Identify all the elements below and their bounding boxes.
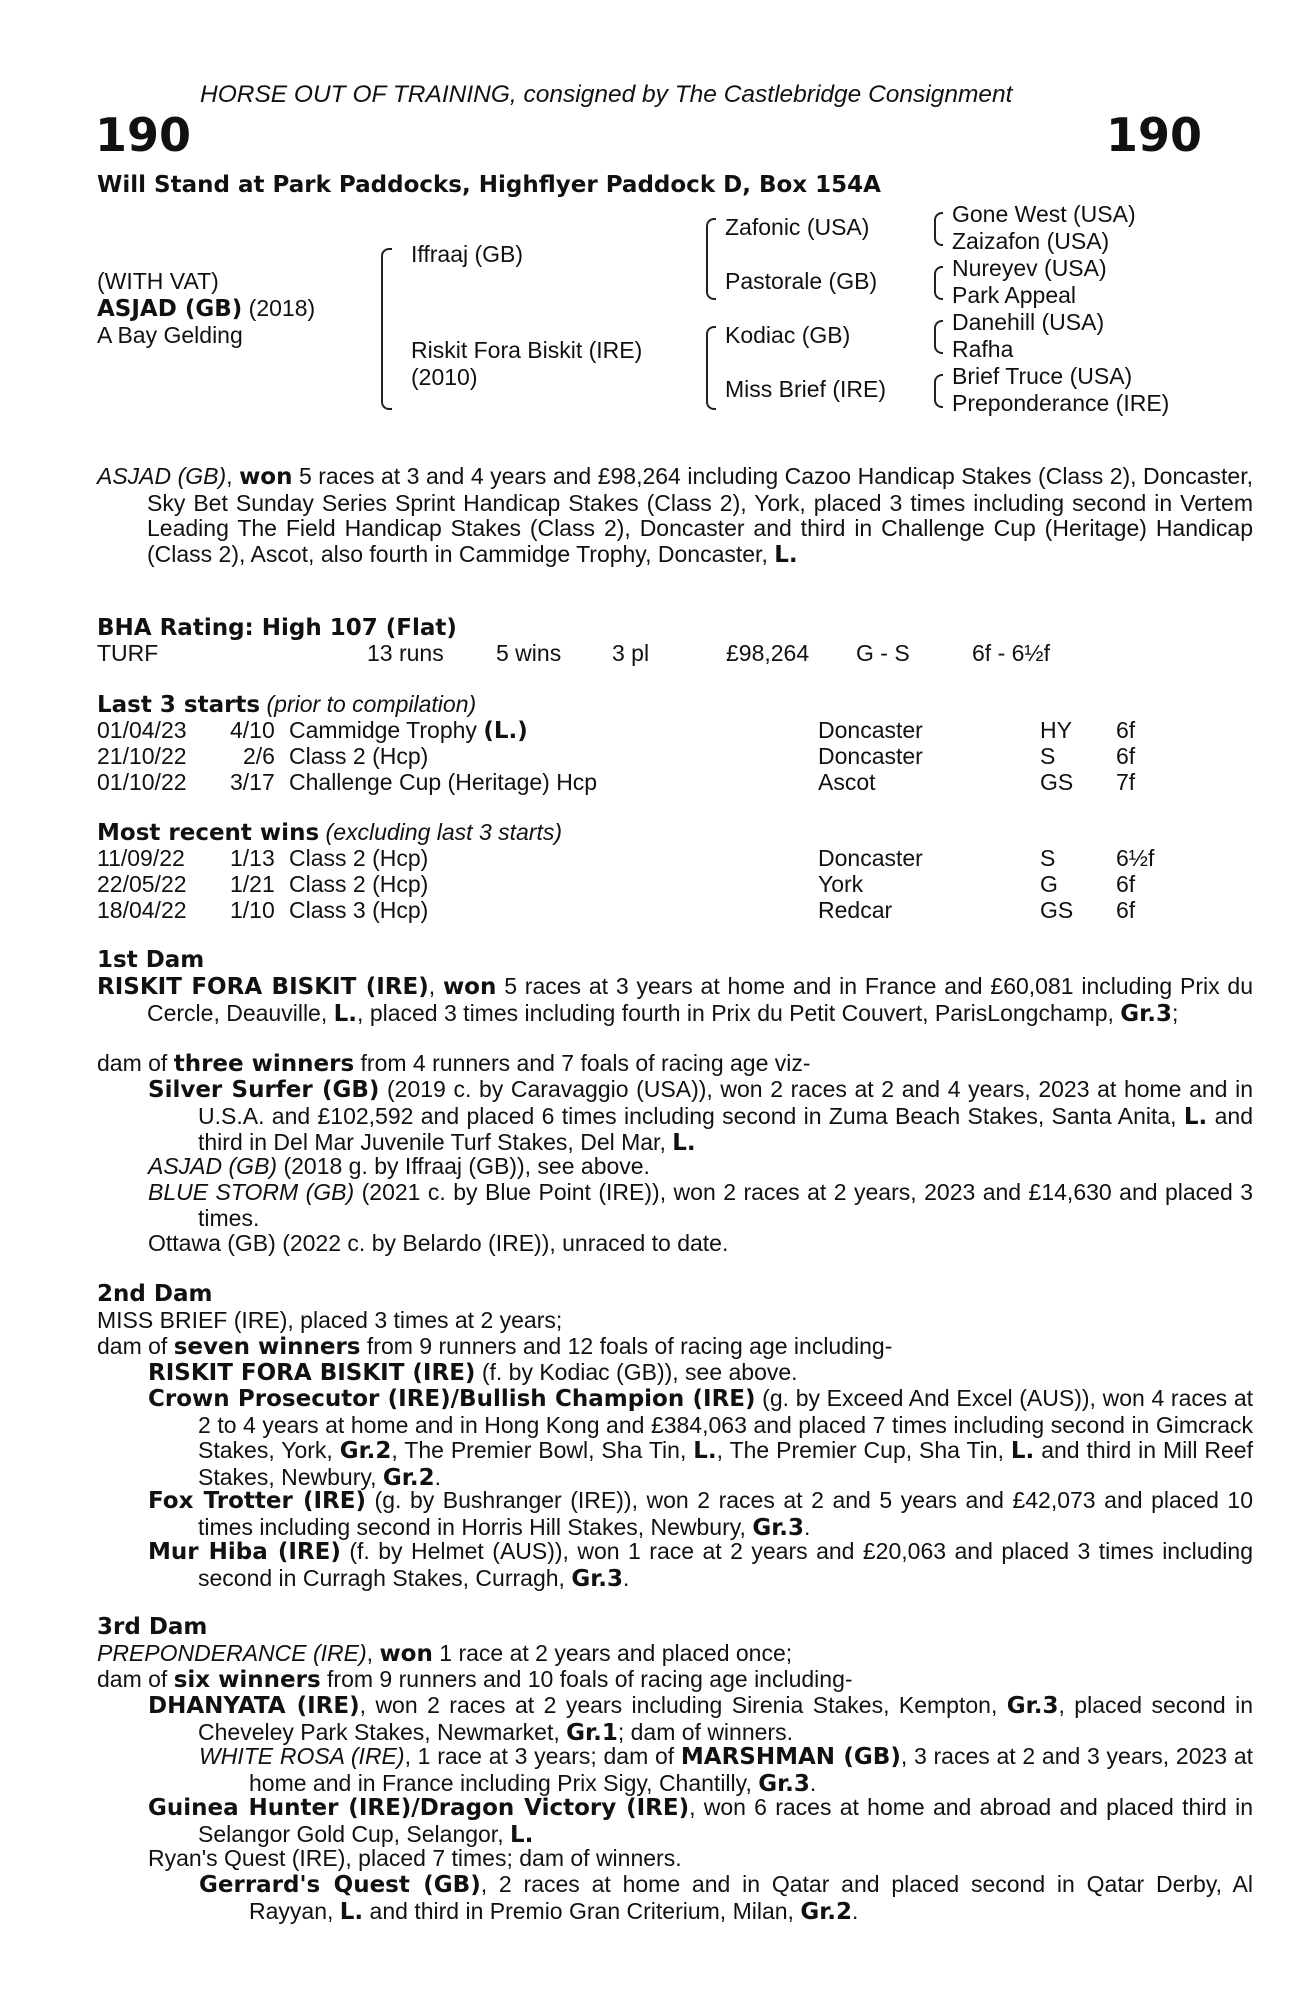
recent-win-date: 22/05/22 bbox=[97, 871, 187, 897]
produce-entry: Silver Surfer (GB) (2019 c. by Caravaggio (USA)), won 2 races at 2 and 4 years, 2023 at home and in U.S.A. and £102,592 and placed 6 times including second in Zuma Beach Stakes, Santa Anita, L. and third in Del Mar Juvenile Turf Stakes, Del Mar, L. bbox=[148, 1076, 1254, 1157]
pedigree-sire-sire: Zafonic (USA) bbox=[725, 214, 870, 240]
last-start-race: Class 2 (Hcp) bbox=[289, 743, 429, 769]
pedigree-ddd: Preponderance (IRE) bbox=[952, 390, 1170, 416]
last-start-date: 01/04/23 bbox=[97, 717, 187, 743]
recent-win-pos: 1/10 bbox=[230, 897, 275, 923]
horse-description: A Bay Gelding bbox=[97, 322, 243, 348]
pedigree-brace-sire bbox=[706, 218, 716, 300]
produce-entry: Mur Hiba (IRE) (f. by Helmet (AUS)), won 1 race at 2 years and £20,063 and placed 3 times including second in Curragh Stakes, Curragh, Gr.3. bbox=[148, 1538, 1253, 1592]
produce-entry: WHITE ROSA (IRE), 1 race at 3 years; dam of MARSHMAN (GB), 3 races at 2 and 3 years, 2023 at home and in France including Prix Sigy, Chantilly, Gr.3. bbox=[199, 1743, 1253, 1797]
recent-win-course: York bbox=[818, 871, 864, 897]
recent-win-race: Class 3 (Hcp) bbox=[289, 897, 429, 923]
produce-entry: ASJAD (GB) (2018 g. by Iffraaj (GB)), see above. bbox=[148, 1153, 650, 1179]
recent-win-dist: 6f bbox=[1116, 871, 1136, 897]
second-dam-produce: dam of seven winners from 9 runners and 12 foals of racing age including- bbox=[97, 1333, 893, 1360]
recent-win-race: Class 2 (Hcp) bbox=[289, 871, 429, 897]
recent-win-dist: 6½f bbox=[1116, 845, 1155, 871]
last-start-dist: 7f bbox=[1116, 769, 1136, 795]
first-dam-heading: 1st Dam bbox=[97, 947, 205, 973]
second-dam-heading: 2nd Dam bbox=[97, 1281, 213, 1307]
last-start-dist: 6f bbox=[1116, 743, 1136, 769]
stand-location: Will Stand at Park Paddocks, Highflyer Paddock D, Box 154A bbox=[97, 172, 881, 198]
vat-note: (WITH VAT) bbox=[97, 268, 219, 294]
last-start-going: S bbox=[1040, 743, 1056, 769]
produce-entry: Crown Prosecutor (IRE)/Bullish Champion (IRE) (g. by Exceed And Excel (AUS)), won 4 races at 2 to 4 years at home and in Hong Kong and £384,063 and placed 7 times including second in Gimcrack Stakes, York, Gr.2, The Premier Bowl, Sha Tin, L., The Premier Cup, Sha Tin, L. and third in Mill Reef Stakes, Newbury, Gr.2. bbox=[148, 1385, 1253, 1491]
first-dam-produce: dam of three winners from 4 runners and 7 foals of racing age viz- bbox=[97, 1050, 811, 1077]
pedigree-sire: Iffraaj (GB) bbox=[411, 241, 524, 267]
horse-name-line bbox=[97, 296, 315, 323]
pedigree-dds: Brief Truce (USA) bbox=[952, 363, 1133, 389]
lot-number-right: 190 bbox=[1105, 108, 1202, 162]
produce-entry: RISKIT FORA BISKIT (IRE) (f. by Kodiac (GB)), see above. bbox=[148, 1359, 798, 1386]
second-dam-record: MISS BRIEF (IRE), placed 3 times at 2 years; bbox=[97, 1307, 563, 1333]
last-start-dist: 6f bbox=[1116, 717, 1136, 743]
pedigree-sire-dam: Pastorale (GB) bbox=[725, 268, 878, 294]
pedigree-dsd: Rafha bbox=[952, 336, 1014, 362]
recent-win-going: S bbox=[1040, 845, 1056, 871]
last-start-pos: 4/10 bbox=[230, 717, 275, 743]
produce-entry: Guinea Hunter (IRE)/Dragon Victory (IRE), won 6 races at home and abroad and placed third in Selangor Gold Cup, Selangor, L. bbox=[148, 1794, 1253, 1848]
produce-entry: Ryan's Quest (IRE), placed 7 times; dam of winners. bbox=[148, 1845, 682, 1871]
recent-win-course: Doncaster bbox=[818, 845, 923, 871]
produce-entry: Ottawa (GB) (2022 c. by Belardo (IRE)), unraced to date. bbox=[148, 1230, 729, 1256]
page-title: HORSE OUT OF TRAINING, consigned by The Castlebridge Consignment bbox=[200, 81, 1013, 108]
produce-entry: Gerrard's Quest (GB), 2 races at home and in Qatar and placed second in Qatar Derby, Al Rayyan, L. and third in Premio Gran Criterium, Milan, Gr.2. bbox=[199, 1871, 1253, 1925]
third-dam-heading: 3rd Dam bbox=[97, 1614, 208, 1640]
recent-win-course: Redcar bbox=[818, 897, 893, 923]
pedigree-sss: Gone West (USA) bbox=[952, 201, 1136, 227]
pedigree-dss: Danehill (USA) bbox=[952, 309, 1105, 335]
recent-win-pos: 1/13 bbox=[230, 845, 275, 871]
pedigree-brace-main bbox=[381, 248, 392, 410]
rating-going: G - S bbox=[856, 640, 910, 666]
rating-placed: 3 pl bbox=[612, 640, 650, 666]
pedigree-brace-dam bbox=[706, 326, 716, 410]
produce-entry: DHANYATA (IRE), won 2 races at 2 years including Sirenia Stakes, Kempton, Gr.3, placed second in Cheveley Park Stakes, Newmarket, Gr.1; dam of winners. bbox=[148, 1692, 1254, 1746]
rating-surface: TURF bbox=[97, 640, 159, 666]
rating-wins: 5 wins bbox=[496, 640, 562, 666]
pedigree-dam-dam: Miss Brief (IRE) bbox=[725, 376, 886, 402]
recent-win-date: 11/09/22 bbox=[97, 845, 185, 871]
recent-win-going: GS bbox=[1040, 897, 1074, 923]
bha-rating: BHA Rating: High 107 (Flat) bbox=[97, 615, 457, 641]
first-dam-record: RISKIT FORA BISKIT (IRE), won 5 races at 3 years at home and in France and £60,081 including Prix du Cercle, Deauville, L., placed 3 times including fourth in Prix du Petit Couvert, ParisLongchamp, Gr.3; bbox=[97, 973, 1253, 1027]
rating-runs: 13 runs bbox=[367, 640, 444, 666]
summary-horse-name: ASJAD (GB) bbox=[97, 463, 227, 489]
last-start-date: 01/10/22 bbox=[97, 769, 187, 795]
pedigree-sds: Nureyev (USA) bbox=[952, 255, 1107, 281]
produce-entry: Fox Trotter (IRE) (g. by Bushranger (IRE)), won 2 races at 2 and 5 years and £42,073 and placed 10 times including second in Horris Hill Stakes, Newbury, Gr.3. bbox=[148, 1487, 1253, 1541]
last-start-date: 21/10/22 bbox=[97, 743, 187, 769]
lot-number-left: 190 bbox=[95, 108, 192, 162]
third-dam-record: PREPONDERANCE (IRE), won 1 race at 2 years and placed once; bbox=[97, 1640, 793, 1667]
pedigree-brace-ss bbox=[934, 212, 943, 246]
race-summary: ASJAD (GB), won 5 races at 3 and 4 years and £98,264 including Cazoo Handicap Stakes (Class 2), Doncaster, Sky Bet Sunday Series Sprint Handicap Stakes (Class 2), York, placed 3 times including second in Vertem Leading The Field Handicap Stakes (Class 2), Doncaster and third in Challenge Cup (Heritage) Handicap (Class 2), Ascot, also fourth in Cammidge Trophy, Doncaster, L. bbox=[97, 463, 1253, 568]
rating-distance: 6f - 6½f bbox=[972, 640, 1050, 666]
pedigree-dam-year: (2010) bbox=[411, 364, 478, 390]
recent-win-going: G bbox=[1040, 871, 1058, 897]
last-start-going: GS bbox=[1040, 769, 1074, 795]
recent-win-pos: 1/21 bbox=[230, 871, 275, 897]
last-start-course: Ascot bbox=[818, 769, 876, 795]
pedigree-dam-sire: Kodiac (GB) bbox=[725, 322, 851, 348]
horse-name: ASJAD (GB) bbox=[97, 296, 243, 322]
pedigree-brace-sd bbox=[934, 266, 943, 300]
last-starts-heading: Last 3 starts (prior to compilation) bbox=[97, 691, 477, 718]
pedigree-brace-ds bbox=[934, 320, 943, 354]
horse-year: (2018) bbox=[248, 295, 316, 321]
pedigree-sdd: Park Appeal bbox=[952, 282, 1077, 308]
recent-win-race: Class 2 (Hcp) bbox=[289, 845, 429, 871]
pedigree-ssd: Zaizafon (USA) bbox=[952, 228, 1110, 254]
last-start-course: Doncaster bbox=[818, 717, 923, 743]
recent-win-dist: 6f bbox=[1116, 897, 1136, 923]
rating-earnings: £98,264 bbox=[726, 640, 810, 666]
last-start-going: HY bbox=[1040, 717, 1072, 743]
third-dam-produce: dam of six winners from 9 runners and 10 foals of racing age including- bbox=[97, 1666, 853, 1693]
pedigree-brace-dd bbox=[934, 374, 943, 408]
produce-entry: BLUE STORM (GB) (2021 c. by Blue Point (IRE)), won 2 races at 2 years, 2023 and £14,630 and placed 3 times. bbox=[148, 1179, 1254, 1231]
recent-win-date: 18/04/22 bbox=[97, 897, 187, 923]
last-start-race: Cammidge Trophy (L.) bbox=[289, 717, 528, 744]
last-start-course: Doncaster bbox=[818, 743, 923, 769]
pedigree-dam: Riskit Fora Biskit (IRE) bbox=[411, 337, 643, 363]
recent-wins-heading: Most recent wins (excluding last 3 starts) bbox=[97, 819, 563, 846]
last-start-pos: 2/6 bbox=[243, 743, 275, 769]
last-start-race: Challenge Cup (Heritage) Hcp bbox=[289, 769, 598, 795]
last-start-pos: 3/17 bbox=[230, 769, 275, 795]
